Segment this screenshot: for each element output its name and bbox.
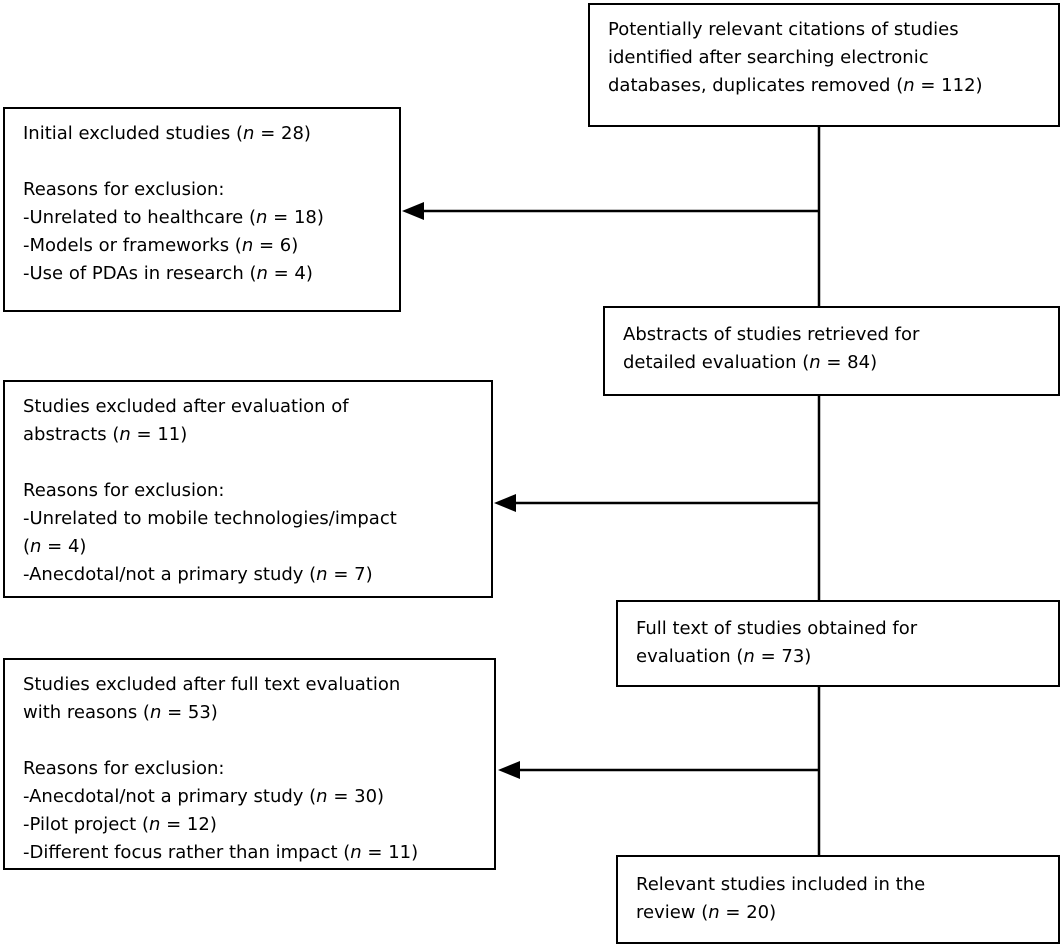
text-line: Reasons for exclusion: (23, 179, 225, 200)
box-abstracts-retrieved (603, 306, 1060, 396)
text-line: evaluation (n = 73) (636, 646, 812, 667)
box-excluded-after-fulltext-evaluation (3, 658, 496, 870)
text-line: Abstracts of studies retrieved for (623, 324, 920, 345)
text-line: Full text of studies obtained for (636, 618, 918, 639)
text-line: review (n = 20) (636, 902, 777, 923)
box-initial-excluded-studies (3, 107, 401, 312)
text-line: Potentially relevant citations of studies (608, 19, 959, 40)
arrow-head-excluded-fulltext (498, 761, 520, 779)
text-line: -Models or frameworks (n = 6) (23, 235, 299, 256)
text-line: (n = 4) (23, 536, 87, 557)
text-line: -Pilot project (n = 12) (23, 814, 217, 835)
text-line: abstracts (n = 11) (23, 424, 188, 445)
text-line: Studies excluded after full text evaluation (23, 674, 401, 695)
text-line: -Unrelated to healthcare (n = 18) (23, 207, 324, 228)
text-line: Relevant studies included in the (636, 874, 926, 895)
text-line (23, 727, 488, 755)
text-line (23, 449, 485, 477)
text-line (23, 148, 393, 176)
text-line: databases, duplicates removed (n = 112) (608, 75, 983, 96)
box-fulltext-obtained (616, 600, 1060, 687)
text-line: with reasons (n = 53) (23, 702, 218, 723)
text-line: -Use of PDAs in research (n = 4) (23, 263, 313, 284)
arrow-head-excluded-abstracts (494, 494, 516, 512)
box-included-in-review (616, 855, 1060, 944)
text-line: -Anecdotal/not a primary study (n = 7) (23, 564, 373, 585)
text-line: detailed evaluation (n = 84) (623, 352, 878, 373)
text-line: identified after searching electronic (608, 47, 929, 68)
box-excluded-after-abstract-evaluation (3, 380, 493, 598)
text-line: Initial excluded studies (n = 28) (23, 123, 311, 144)
arrow-head-excluded-initial (402, 202, 424, 220)
box-identified-citations (588, 3, 1060, 127)
text-line: Reasons for exclusion: (23, 480, 225, 501)
text-line: Studies excluded after evaluation of (23, 396, 349, 417)
text-line: Reasons for exclusion: (23, 758, 225, 779)
text-line: -Different focus rather than impact (n = 11) (23, 842, 419, 863)
text-line: -Anecdotal/not a primary study (n = 30) (23, 786, 385, 807)
text-line: -Unrelated to mobile technologies/impact (23, 508, 397, 529)
